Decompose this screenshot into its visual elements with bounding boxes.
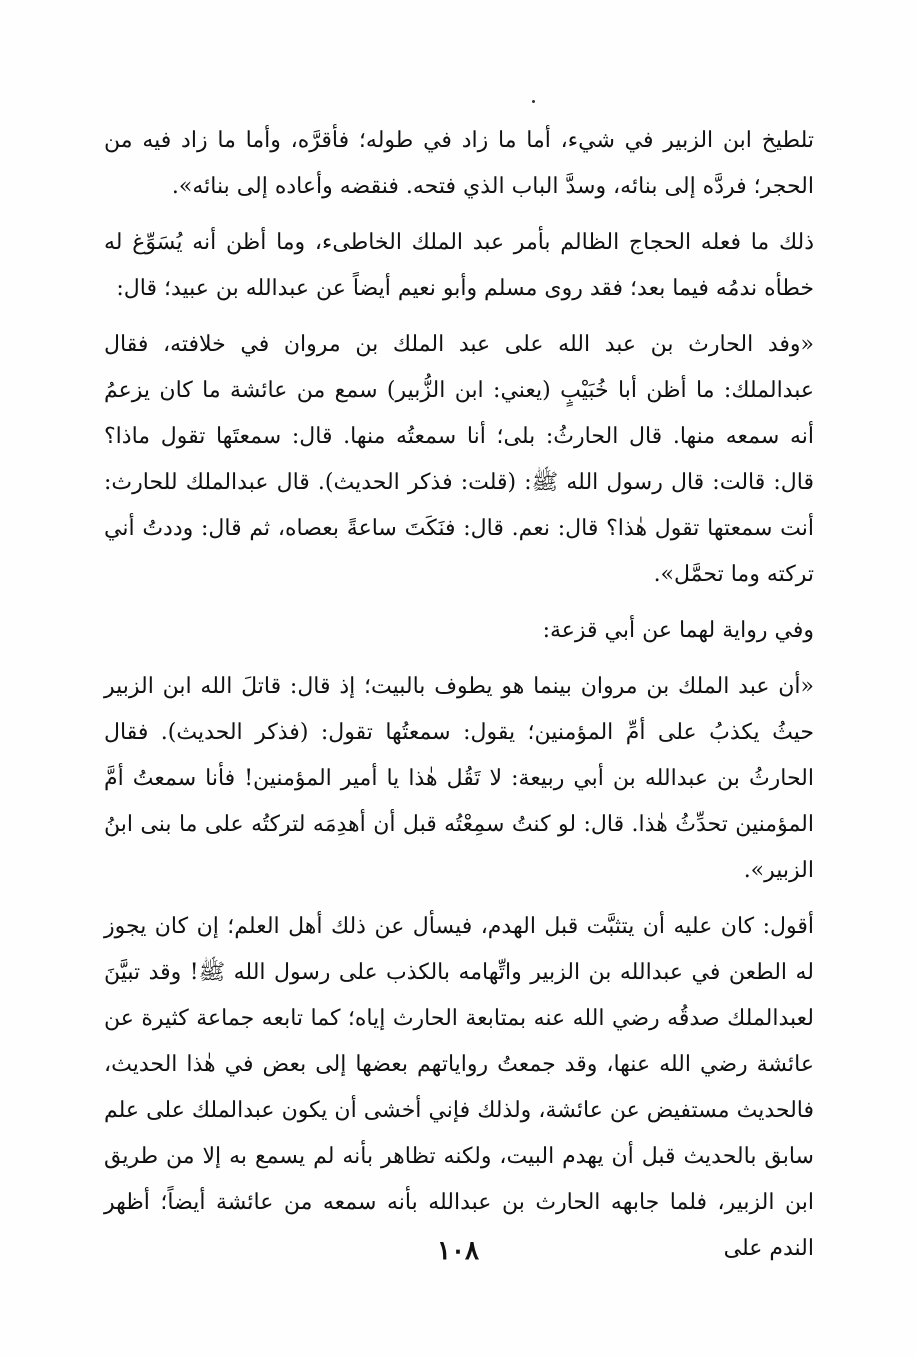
paragraph-5-quote: «أن عبد الملك بن مروان بينما هو يطوف بالبيت؛ إذ قال: قاتلَ الله ابن الزبير حيثُ يكذبُ على أمِّ المؤمنين؛ يقول: سمعتُها تقول: (فذكر الحديث). فقال الحارثُ بن عبدالله بن أبي ربيعة: لا تَقُل هٰذا يا أمير المؤمنين! فأنا سمعتُ أمَّ المؤمنين تحدِّثُ هٰذا. قال: لو كنتُ سمِعْتُه قبل أن أهدِمَه لتركتُه على ما بنى ابنُ الزبير».: [104, 674, 814, 883]
page-number: ١٠٨: [437, 1236, 479, 1266]
paragraph-2: ذلك ما فعله الحجاج الظالم بأمر عبد الملك الخاطىء، وما أظن أنه يُسَوِّغ له خطأه ندمُه فيما بعد؛ فقد روى مسلم وأبو نعيم أيضاً عن عبدالله بن عبيد؛ قال:: [104, 230, 814, 301]
page-body: [104, 118, 814, 1272]
paragraph-1: تلطيخ ابن الزبير في شيء، أما ما زاد في طوله؛ فأقرَّه، وأما ما زاد فيه من الحجر؛ فردَّه إلى بنائه، وسدَّ الباب الذي فتحه. فنقضه وأعاده إلى بنائه».: [104, 128, 814, 199]
paragraph-3-quote: «وفد الحارث بن عبد الله على عبد الملك بن مروان في خلافته، فقال عبدالملك: ما أظن أبا خُبَيْبٍ (يعني: ابن الزُّبير) سمع من عائشة ما كان يزعمُ أنه سمعه منها. قال الحارثُ: بلى؛ أنا سمعتُه منها. قال: سمعتَها تقول ماذا؟ قال: قالت: قال رسول الله ﷺ: (قلت: فذكر الحديث). قال عبدالملك للحارث: أنت سمعتها تقول هٰذا؟ قال: نعم. قال: فنَكَتَ ساعةً بعصاه، ثم قال: وددتُ أني تركته وما تحمَّل».: [104, 332, 814, 587]
paragraph-4: وفي رواية لهما عن أبي قزعة:: [542, 618, 814, 643]
page-mark: [532, 100, 535, 103]
paragraph-6: أقول: كان عليه أن يتثبَّت قبل الهدم، فيسأل عن ذلك أهل العلم؛ إن كان يجوز له الطعن في عبدالله بن الزبير واتِّهامه بالكذب على رسول الله ﷺ! وقد تبيَّنَ لعبدالملك صدقُه رضي الله عنه بمتابعة الحارث إياه؛ كما تابعه جماعة كثيرة عن عائشة رضي الله عنها، وقد جمعتُ رواياتهم بعضها إلى بعض في هٰذا الحديث، فالحديث مستفيض عن عائشة، ولذلك فإني أخشى أن يكون عبدالملك على علم سابق بالحديث قبل أن يهدم البيت، ولكنه تظاهر بأنه لم يسمع به إلا من طريق ابن الزبير، فلما جابهه الحارث بن عبدالله بأنه سمعه من عائشة أيضاً؛ أظهر الندم على: [104, 914, 814, 1261]
